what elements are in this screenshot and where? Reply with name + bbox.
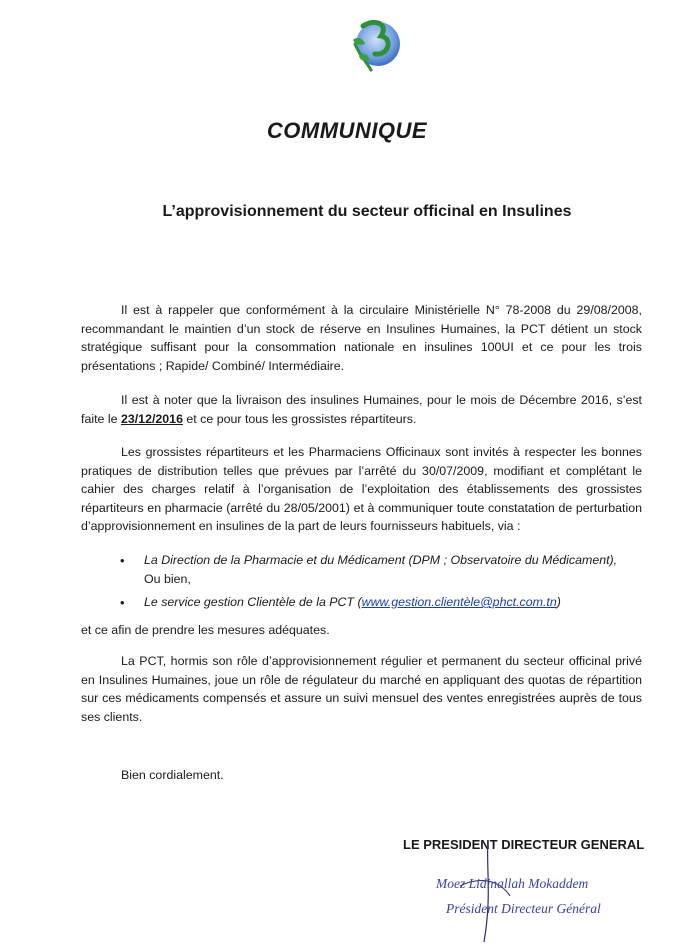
- contact-list: [118, 551, 648, 612]
- bullet-icon: •: [120, 595, 125, 610]
- signature-name: Moez Lidinallah Mokaddem: [436, 876, 589, 891]
- closing-greeting: Bien cordialement.: [121, 768, 224, 782]
- list-item: [118, 593, 648, 612]
- paragraph-stock-reserve: Il est à rappeler que conformément à la circulaire Ministérielle N° 78-2008 du 29/08/2008, recommandant le maintien d’un stock de réserve en Insulines Humaines, la PCT détient un stock stratégique suffisant pour la consommation nationale en insulines 100UI et ce pour les trois présentations ; Rapide/ Combiné/ Intermédiaire.: [81, 303, 642, 373]
- list-separator: Ou bien,: [144, 572, 191, 586]
- paragraph-delivery-date: [81, 391, 642, 428]
- document-title: COMMUNIQUE: [266, 118, 428, 143]
- paragraph-delivery-text-after: et ce pour tous les grossistes répartiteurs.: [182, 411, 417, 426]
- paragraph-good-practices: Les grossistes répartiteurs et les Pharmaciens Officinaux sont invités à respecter les bonnes pratiques de distribution telles que prévues par l’arrêté du 30/07/2009, modifiant et complétant le cahier des charges relatif à l’organisation de l’exploitation des établissements des grossistes répartiteurs en pharmacie (arrêté du 28/05/2001) et à communiquer toute constatation de perturbation d’approvisionnement en insulines de la part de leurs fournisseurs habituels, via :: [81, 445, 642, 533]
- paragraph-measures: et ce afin de prendre les mesures adéquates.: [81, 623, 330, 637]
- paragraph-pct-role: La PCT, hormis son rôle d’approvisionnement régulier et permanent du secteur officinal privé en Insulines Humaines, joue un rôle de régulateur du marché en appliquant des quotas de répartition sur ces médicaments compensés et assure un suivi mensuel des ventes enregistrées auprès de tous ses clients.: [81, 654, 642, 724]
- contact-pct-before: Le service gestion Clientèle de la PCT (: [144, 595, 362, 609]
- paragraph-delivery-text-before: Il est à noter que la livraison des insulines Humaines, pour le mois de Décembre 2016, s’est faite le: [81, 393, 642, 426]
- list-item: [118, 551, 648, 570]
- contact-pct-after: ): [556, 595, 561, 609]
- pct-logo-icon: [345, 14, 407, 76]
- contact-dpm: La Direction de la Pharmacie et du Médicament (DPM ; Observatoire du Médicament),: [144, 553, 618, 567]
- delivery-date: 23/12/2016: [120, 411, 183, 426]
- document-subtitle: L’approvisionnement du secteur officinal en Insulines: [162, 203, 572, 220]
- bullet-icon: •: [120, 553, 125, 568]
- contact-email-link[interactable]: www.gestion.clientèle@phct.com.tn: [361, 595, 557, 609]
- signature-role: Président Directeur Général: [446, 901, 601, 916]
- signer-title: LE PRESIDENT DIRECTEUR GENERAL: [403, 837, 645, 852]
